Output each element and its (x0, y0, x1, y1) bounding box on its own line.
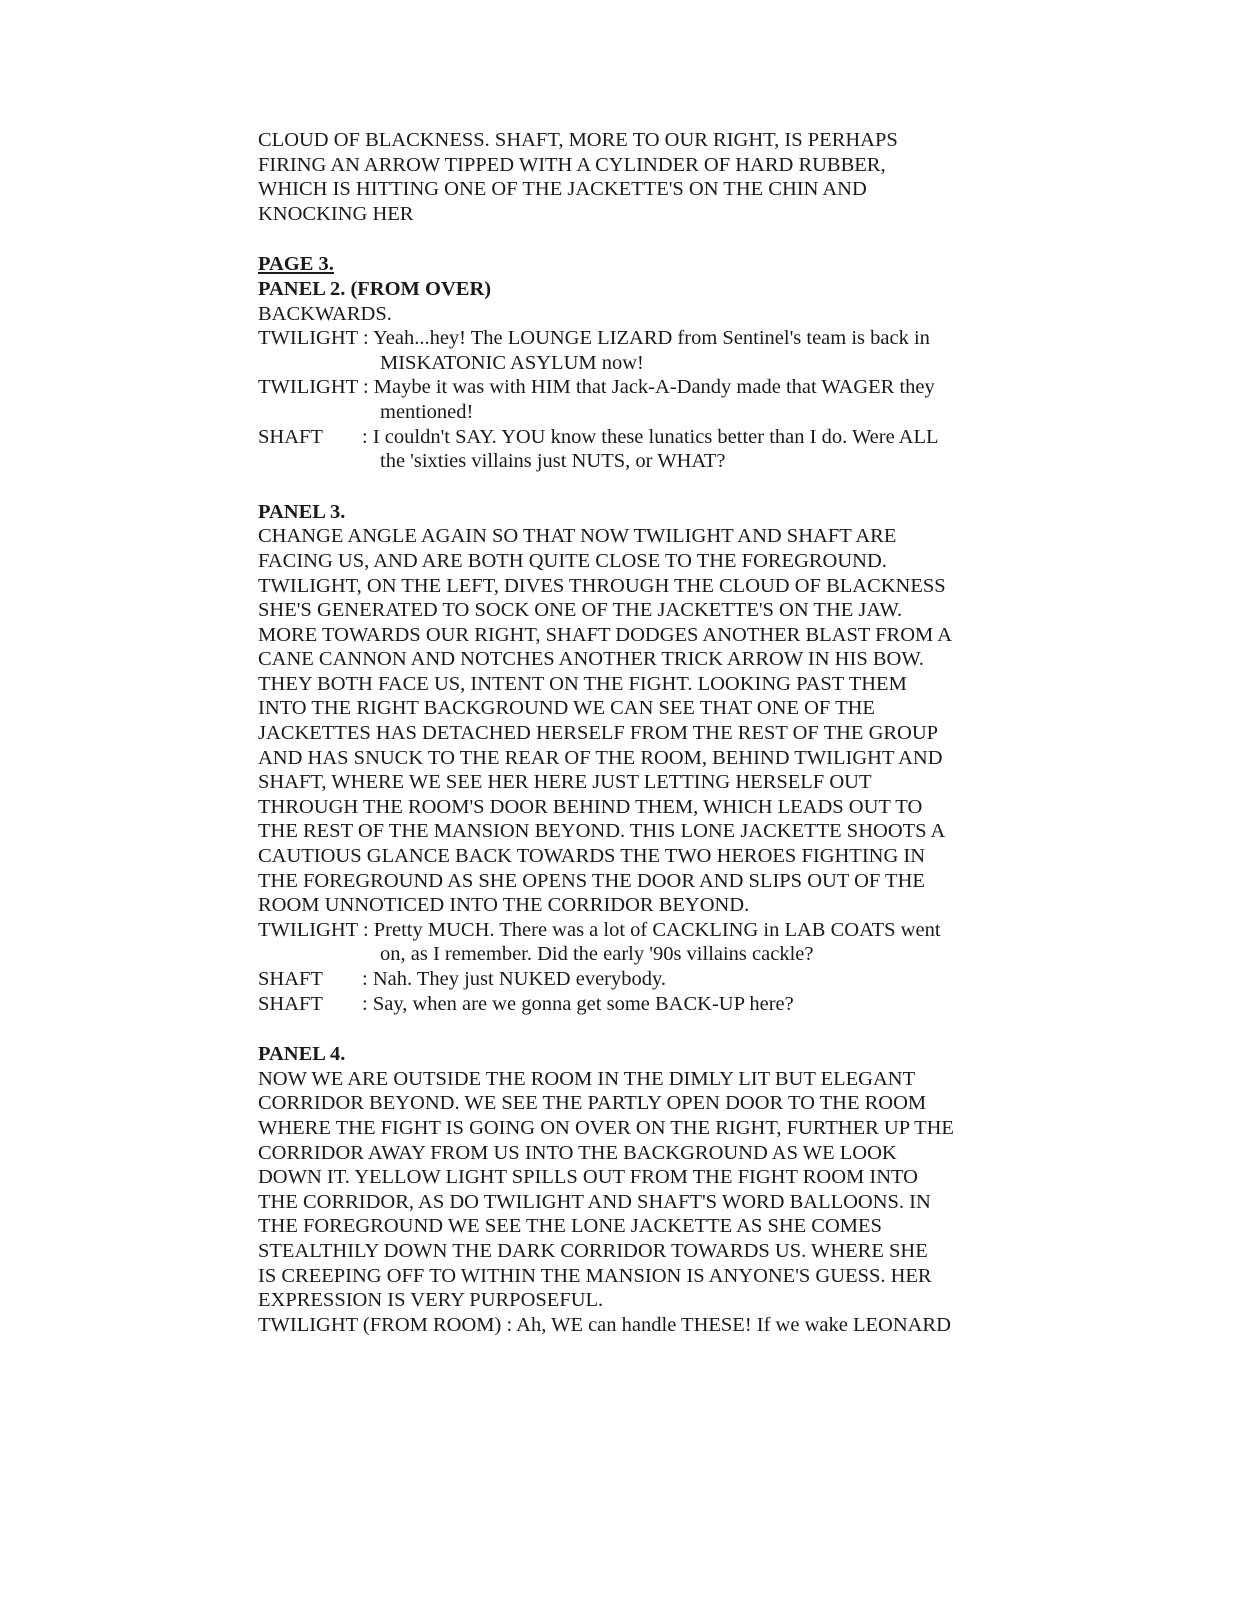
panel-description-line: WHERE THE FIGHT IS GOING ON OVER ON THE RIGHT, FURTHER UP THE (258, 1116, 954, 1139)
dialogue-line (258, 1313, 998, 1338)
panel-description-line: THE FOREGROUND WE SEE THE LONE JACKETTE AS SHE COMES (258, 1215, 882, 1238)
dialogue-text: Yeah...hey! The LOUNGE LIZARD from Sentinel's team is back in (373, 327, 930, 350)
dialogue-text: Pretty MUCH. There was a lot of CACKLING in LAB COATS went (373, 918, 941, 941)
dialogue-text: Say, when are we gonna get some BACK-UP here? (372, 992, 794, 1015)
speaker-separator: : (362, 425, 373, 448)
speaker: TWILIGHT (258, 376, 358, 399)
dialogue-text-cont: the 'sixties villains just NUTS, or WHAT? (380, 450, 726, 473)
speaker: TWILIGHT (FROM ROOM) (258, 1313, 502, 1336)
intro-line: CLOUD OF BLACKNESS. SHAFT, MORE TO OUR RIGHT, IS PERHAPS (258, 129, 898, 151)
dialogue-line (258, 992, 998, 1017)
dialogue-text: I couldn't SAY. YOU know these lunatics better than I do. Were ALL (372, 425, 939, 448)
speaker-separator: : (357, 376, 374, 399)
panel-heading: PANEL 3. (258, 500, 346, 523)
panel-description-line: THE FOREGROUND AS SHE OPENS THE DOOR AND SLIPS OUT OF THE (258, 869, 925, 892)
panel-description-line: MORE TOWARDS OUR RIGHT, SHAFT DODGES ANOTHER BLAST FROM A (258, 623, 953, 646)
panel-description-line: THE REST OF THE MANSION BEYOND. THIS LONE JACKETTE SHOOTS A (258, 820, 946, 843)
dialogue-text: Ah, WE can handle THESE! If we wake LEONARD (516, 1313, 951, 1336)
dialogue-text-cont: mentioned! (380, 400, 474, 423)
panel-description-line: DOWN IT. YELLOW LIGHT SPILLS OUT FROM THE FIGHT ROOM INTO (258, 1166, 918, 1189)
panel-description-line: TWILIGHT, ON THE LEFT, DIVES THROUGH THE CLOUD OF BLACKNESS (258, 574, 946, 597)
intro-line: FIRING AN ARROW TIPPED WITH A CYLINDER OF HARD RUBBER, (258, 153, 886, 176)
page-heading: PAGE 3. (258, 253, 334, 276)
intro-line: KNOCKING HER (258, 202, 414, 225)
panel-description-line: CORRIDOR AWAY FROM US INTO THE BACKGROUND AS WE LOOK (258, 1141, 897, 1164)
panel-description-line: ROOM UNNOTICED INTO THE CORRIDOR BEYOND. (258, 894, 750, 917)
dialogue-line (258, 967, 998, 992)
panel-description-line: THEY BOTH FACE US, INTENT ON THE FIGHT. LOOKING PAST THEM (258, 672, 907, 695)
script-page (258, 128, 998, 1337)
intro-block (258, 128, 998, 226)
speaker-separator: : (357, 327, 373, 350)
speaker: SHAFT (258, 968, 323, 990)
panel-description-line: STEALTHILY DOWN THE DARK CORRIDOR TOWARDS US. WHERE SHE (258, 1239, 928, 1262)
panel-description: BACKWARDS. (258, 302, 392, 325)
speaker-separator: : (362, 968, 373, 990)
panel-description-line: CORRIDOR BEYOND. WE SEE THE PARTLY OPEN DOOR TO THE ROOM (258, 1092, 927, 1115)
panel-description-line: IS CREEPING OFF TO WITHIN THE MANSION IS ANYONE'S GUESS. HER (258, 1264, 932, 1287)
intro-line: WHICH IS HITTING ONE OF THE JACKETTE'S ON THE CHIN AND (258, 178, 867, 201)
panel-description-line: INTO THE RIGHT BACKGROUND WE CAN SEE THAT ONE OF THE (258, 697, 875, 720)
dialogue-line (258, 425, 998, 474)
speaker: SHAFT (258, 992, 323, 1015)
dialogue-text-cont: MISKATONIC ASYLUM now! (380, 351, 644, 374)
dialogue-line (258, 375, 998, 424)
dialogue-line (258, 918, 998, 967)
dialogue-text-cont: on, as I remember. Did the early '90s villains cackle? (380, 943, 814, 966)
speaker-separator: : (501, 1313, 517, 1336)
dialogue-text: Maybe it was with HIM that Jack-A-Dandy made that WAGER they (373, 376, 935, 399)
panel-heading: PANEL 2. (FROM OVER) (258, 277, 492, 300)
panel-description-line: JACKETTES HAS DETACHED HERSELF FROM THE REST OF THE GROUP (258, 722, 939, 745)
panel-description-line: SHAFT, WHERE WE SEE HER HERE JUST LETTING HERSELF OUT (258, 771, 872, 794)
speaker-separator: : (362, 992, 373, 1015)
speaker-separator: : (357, 918, 374, 941)
panel-4 (258, 1042, 998, 1337)
panel-description-line: THROUGH THE ROOM'S DOOR BEHIND THEM, WHICH LEADS OUT TO (258, 795, 923, 818)
dialogue-line (258, 326, 998, 375)
panel-heading: PANEL 4. (258, 1043, 346, 1066)
panel-3 (258, 500, 998, 1016)
speaker: TWILIGHT (258, 327, 358, 350)
panel-description-line: CHANGE ANGLE AGAIN SO THAT NOW TWILIGHT AND SHAFT ARE (258, 525, 897, 548)
panel-2 (258, 277, 998, 474)
panel-description-line: AND HAS SNUCK TO THE REAR OF THE ROOM, BEHIND TWILIGHT AND (258, 746, 943, 769)
panel-description-line: CAUTIOUS GLANCE BACK TOWARDS THE TWO HEROES FIGHTING IN (258, 845, 926, 868)
speaker: TWILIGHT (258, 918, 358, 941)
panel-description-line: NOW WE ARE OUTSIDE THE ROOM IN THE DIMLY LIT BUT ELEGANT (258, 1067, 916, 1090)
panel-description-line: SHE'S GENERATED TO SOCK ONE OF THE JACKETTE'S ON THE JAW. (258, 599, 903, 622)
panel-description-line: EXPRESSION IS VERY PURPOSEFUL. (258, 1289, 604, 1312)
panel-description-line: FACING US, AND ARE BOTH QUITE CLOSE TO THE FOREGROUND. (258, 549, 887, 572)
speaker: SHAFT (258, 425, 323, 448)
panel-description-line: CANE CANNON AND NOTCHES ANOTHER TRICK ARROW IN HIS BOW. (258, 648, 924, 671)
dialogue-text: Nah. They just NUKED everybody. (372, 968, 667, 990)
panel-description-line: THE CORRIDOR, AS DO TWILIGHT AND SHAFT'S WORD BALLOONS. IN (258, 1190, 931, 1213)
